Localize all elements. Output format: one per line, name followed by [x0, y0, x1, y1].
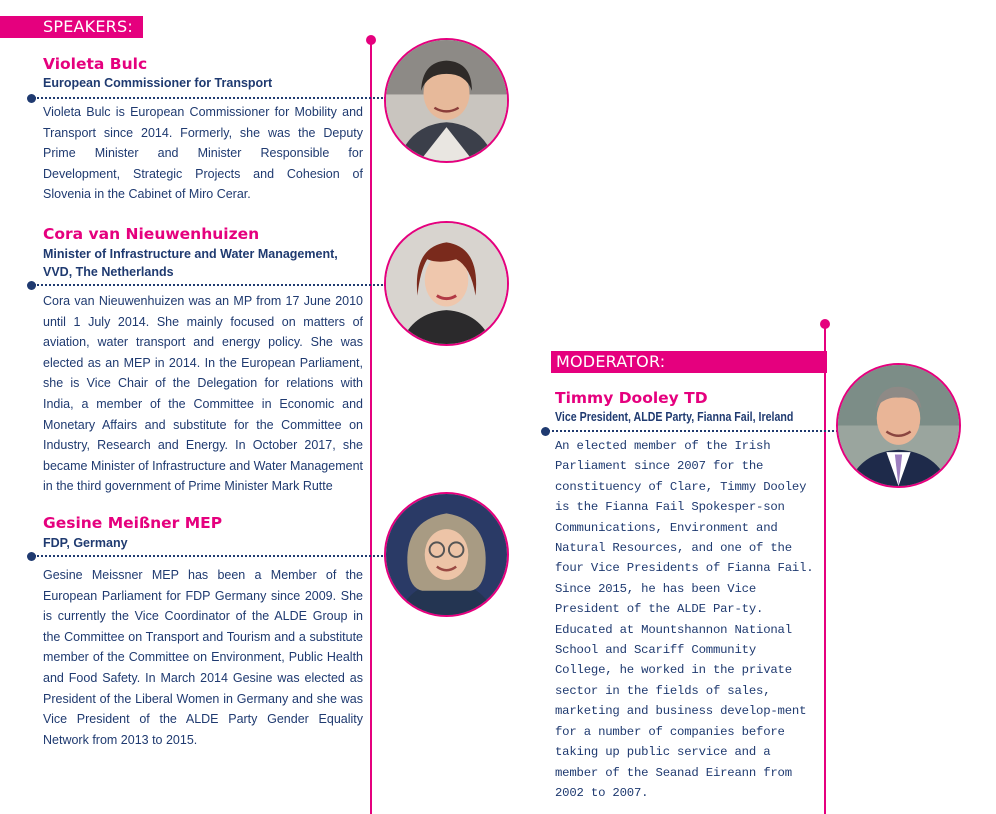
speaker-role: European Commissioner for Transport: [43, 76, 273, 90]
speaker-bio: Gesine Meissner MEP has been a Member of the European Parliament for FDP Germany since 2009. She is currently the Vice Coordinator of the ALDE Group in the Committee on Transport and Tourism and a substitute member of the Committee on Environment, Public Health and Food Safety. In March 2014 Gesine was elected as President of the Liberal Women in Germany and she was Vice President of the ALDE Party Gender Equality Network from 2013 to 2015.: [43, 568, 363, 747]
connector-line: [34, 97, 386, 99]
speaker-name: Cora van Nieuwenhuizen: [43, 225, 260, 243]
speaker-role: Minister of Infrastructure and Water Management, VVD, The Netherlands: [43, 247, 338, 279]
portrait-photo-icon: [386, 40, 507, 161]
speaker-bio: Violeta Bulc is European Commissioner for Mobility and Transport since 2014. Formerly, she was the Deputy Prime Minister and Minister Responsible for Development, Strategic Projects and Cohesion of Slovenia in the Cabinet of Miro Cerar.: [43, 105, 363, 202]
connector-line: [34, 284, 386, 286]
portrait-photo-icon: [838, 365, 959, 486]
connector-line: [548, 430, 838, 432]
speaker-photo: [384, 492, 509, 617]
connector-line: [34, 555, 386, 557]
moderator-heading: MODERATOR:: [551, 351, 827, 373]
speaker-photo: [384, 38, 509, 163]
moderator-bio: An elected member of the Irish Parliament since 2007 for the constituency of Clare, Timmy Dooley is the Fianna Fail Spokesper-son Communications, Environment and Natural Resources, and one of the four Vice Presidents of Fianna Fail. Since 2015, he has been Vice President of the ALDE Par-ty. Educated at Mountshannon National School and Scariff Community College, he worked in the private sector in the fields of sales, marketing and business develop-ment for a number of companies before taking up public service and a member of the Seanad Eireann from 2002 to 2007.: [555, 439, 814, 800]
moderator-photo: [836, 363, 961, 488]
speakers-timeline-line: [370, 40, 372, 814]
speakers-heading: SPEAKERS:: [0, 16, 143, 38]
moderator-timeline-line: [824, 324, 826, 814]
portrait-photo-icon: [386, 494, 507, 615]
portrait-photo-icon: [386, 223, 507, 344]
speaker-name: Violeta Bulc: [43, 55, 148, 73]
speaker-bio: Cora van Nieuwenhuizen was an MP from 17 June 2010 until 1 July 2014. She mainly focused on matters of aviation, water transport and energy policy. She was elected as an MEP in 2014. In the European Parliament, she is Vice Chair of the Delegation for relations with India, a member of the Committee in Economic and Monetary Affairs and substitute for the Committee on Industry, Research and Energy. In October 2017, she became Minister of Infrastructure and Water Management in the third government of Prime Minister Mark Rutte: [43, 294, 363, 494]
speaker-photo: [384, 221, 509, 346]
speaker-role: FDP, Germany: [43, 536, 128, 550]
speaker-name: Gesine Meißner MEP: [43, 514, 223, 532]
moderator-name: Timmy Dooley TD: [555, 389, 708, 407]
moderator-role: Vice President, ALDE Party, Fianna Fail, Ireland: [555, 410, 794, 424]
